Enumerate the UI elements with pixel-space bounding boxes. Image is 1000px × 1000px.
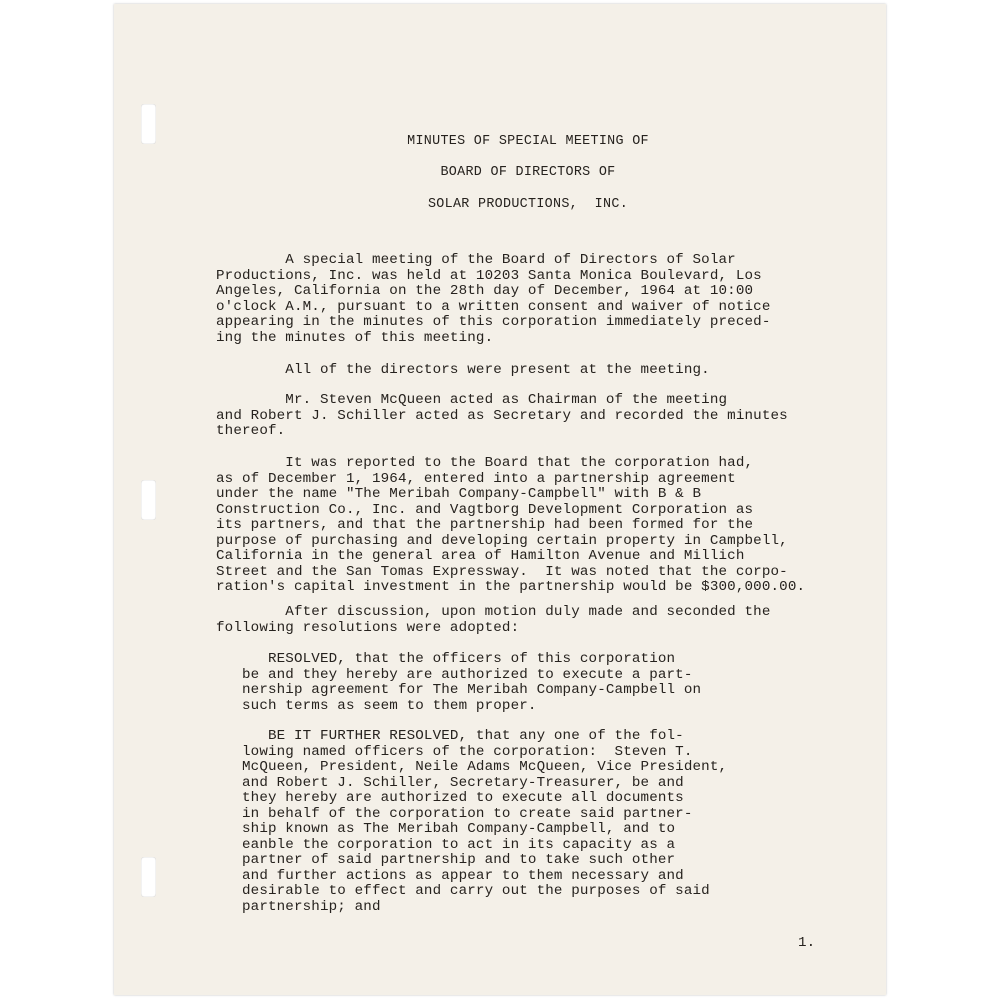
text-line: Construction Co., Inc. and Vagtborg Development Corporation as [216,501,754,518]
text-line: It was reported to the Board that the corporation had, [216,455,754,471]
paragraph-discussion [216,605,771,636]
paragraph-meeting-held [216,253,771,346]
text-line: thereof. [216,423,286,439]
text-line: in behalf of the corporation to create said partner- [216,805,693,822]
text-line: RESOLVED, that the officers of this corporation [216,651,676,667]
paragraph-chairman-secretary [216,393,788,440]
title-line-1: MINUTES OF SPECIAL MEETING OF [407,134,649,149]
text-line: its partners, and that the partnership had been formed for the [216,517,754,533]
text-line: Angeles, California on the 28th day of December, 1964 at 10:00 [216,283,754,299]
text-line: o'clock A.M., pursuant to a written consent and waiver of notice [216,298,771,315]
text-line: ration's capital investment in the partnership would be $300,000.00. [216,579,806,595]
text-line: BE IT FURTHER RESOLVED, that any one of the fol- [216,728,684,744]
text-line: California in the general area of Hamilton Avenue and Millich [216,548,745,564]
text-line: partnership; and [216,898,381,915]
text-line: Productions, Inc. was held at 10203 Santa Monica Boulevard, Los [216,267,762,284]
text-line: as of December 1, 1964, entered into a partnership agreement [216,470,736,487]
text-line: purpose of purchasing and developing certain property in Campbell, [216,532,788,549]
text-line: Mr. Steven McQueen acted as Chairman of the meeting [216,392,728,408]
text-line: McQueen, President, Neile Adams McQueen, Vice President, [216,759,728,775]
resolution-execute-agreement [216,652,701,714]
text-line: ship known as The Meribah Company-Campbell, and to [216,821,676,837]
text-line: and further actions as appear to them necessary and [216,867,684,884]
title-line-2: BOARD OF DIRECTORS OF [440,165,616,180]
text-line: Street and the San Tomas Expressway. It was noted that the corpo- [216,563,788,580]
title-line-3: SOLAR PRODUCTIONS, INC. [427,197,629,212]
text-line: desirable to effect and carry out the purposes of said [216,883,710,899]
text-line: ing the minutes of this meeting. [216,329,494,346]
page-number: 1. [798,935,816,951]
binder-hole-middle [141,480,156,520]
text-line: eanble the corporation to act in its capacity as a [216,836,676,853]
text-line: they hereby are authorized to execute all documents [216,790,684,806]
text-line: After discussion, upon motion duly made and seconded the [216,604,771,620]
text-line: such terms as seem to them proper. [216,697,537,714]
text-line: A special meeting of the Board of Directors of Solar [216,252,736,268]
text-line: following resolutions were adopted: [216,619,520,636]
text-line: appearing in the minutes of this corporation immediately preced- [216,314,771,330]
text-line: and Robert J. Schiller acted as Secretary and recorded the minutes [216,407,788,424]
text-line: under the name "The Meribah Company-Campbell" with B & B [216,486,702,502]
resolution-further-resolved [216,729,727,915]
text-line: lowing named officers of the corporation: Steven T. [216,743,693,760]
binder-hole-bottom [141,857,156,897]
text-line: be and they hereby are authorized to execute a part- [216,666,693,683]
text-line: partner of said partnership and to take such other [216,852,676,868]
paragraph-partnership-report [216,456,805,596]
binder-hole-top [141,104,156,144]
text-line: nership agreement for The Meribah Company-Campbell on [216,682,702,698]
text-line: and Robert J. Schiller, Secretary-Treasurer, be and [216,774,684,791]
paragraph-directors-present [216,363,710,379]
text-line: All of the directors were present at the meeting. [216,362,710,378]
